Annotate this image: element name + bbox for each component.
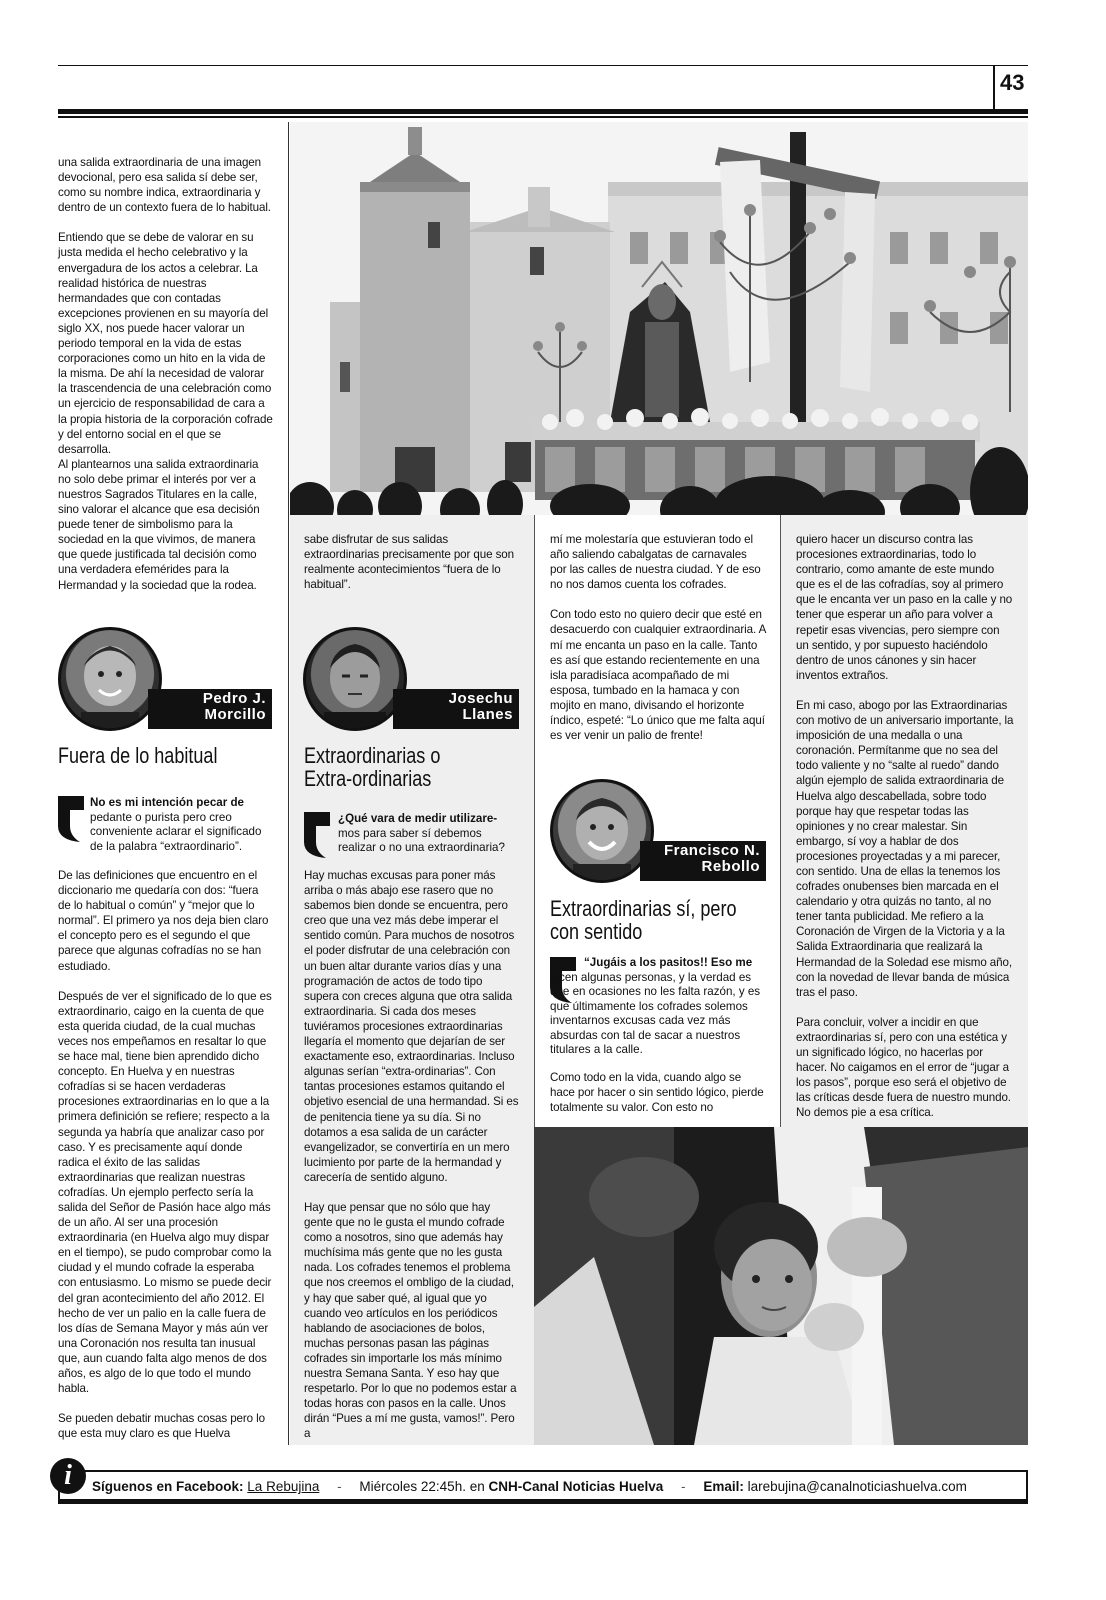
author-last-name: Rebollo — [701, 858, 760, 875]
footer-email-label: Email: — [703, 1479, 744, 1494]
info-icon — [50, 1458, 86, 1494]
footer-separator: - — [337, 1479, 342, 1494]
col4-body — [796, 532, 1014, 1135]
author-first-name: Francisco N. — [663, 842, 760, 859]
col2-top-paragraph: sabe disfrutar de sus salidas extraordinarias precisamente por que son realmente acontecimientos “fuera de lo habitual”. — [304, 533, 514, 592]
author-last-name: Llanes — [462, 706, 513, 723]
header-thick-rule — [58, 109, 1028, 114]
avatar-pedro-morcillo-art — [61, 630, 159, 728]
col3-paragraph: Como todo en la vida, cuando algo se hace por hacer o sin sentido lógico, pierde totalmente su valor. Con esto no — [550, 1071, 764, 1115]
col2-body — [304, 868, 520, 1456]
col4-paragraph: En mi caso, abogo por las Extraordinarias con motivo de un aniversario importante, la imposición de una medalla o una coronación. Permítanme que no sea del todo valiente y no “salte al ruedo” dando algún ejemplo de salida extraordinaria de Huelva algo descabellada, sobre todo porque hay que respetar todas las opiniones y no crear malestar. Sin embargo, sí voy a hablar de dos procesiones proyectadas y a mi parecer, con sentido. Una de ellas la tenemos los cofrades onubenses bien marcada en el calendario y otra quizás no tanto, al no tener tanta publicidad. Me refiero a la Coronación de Virgen de la Victoria y a la Salida Extraordinaria que realizará la Hermandad de la Soledad ese mismo año, con la novedad de llevar banda de música tras el paso. — [796, 698, 1014, 999]
footer-email-link[interactable]: larebujina@canalnoticiashuelva.com — [747, 1479, 967, 1494]
col1-intro-rest: pedante o purista pero creo conveniente aclarar el significado de la palabra “extraordinario”. — [90, 810, 262, 853]
footer-separator: - — [681, 1479, 686, 1494]
col1-intro — [90, 796, 274, 854]
quote-mark-icon — [304, 812, 330, 858]
avatar-josechu-llanes-art — [306, 630, 404, 728]
col-rule-2 — [534, 515, 535, 1127]
col1-top-text — [58, 155, 273, 608]
col1-paragraph: Se pueden debatir muchas cosas pero lo que esta muy claro es que Huelva — [58, 1412, 265, 1441]
procession-photo-art — [290, 122, 1028, 515]
author-tag-francisco-rebollo — [640, 841, 766, 881]
avatar-pedro-morcillo — [58, 627, 162, 731]
author-tag-pedro-morcillo — [148, 689, 272, 729]
headline-line: Extraordinarias o — [304, 743, 441, 768]
page-number: 43 — [1000, 70, 1025, 95]
author-tag-josechu-llanes — [393, 689, 519, 729]
author-last-name: Morcillo — [204, 706, 266, 723]
facebook-link[interactable]: La Rebujina — [247, 1479, 320, 1494]
col4-paragraph: quiero hacer un discurso contra las procesiones extraordinarias, todo lo contrario, como amante de este mundo que es el de las cofradías, soy al primero que le encanta ver un paso en la calle y no tener que esperar un año para volver a repetir esas vivencias, pero siempre con un sentido, y por supuesto haciéndolo dentro de unos cánones y sin hacer inventos extraños. — [796, 533, 1013, 682]
col1-paragraph: De las definiciones que encuentro en el diccionario me quedaría con dos: “fuera de lo habitual o común” y “mejor que lo normal”. El primero ya nos deja bien claro el concepto pero es el segundo el que parece que algunas cofradías no se han estudiado. — [58, 869, 269, 973]
author-first-name: Pedro J. — [202, 690, 266, 707]
col2-intro-bold: ¿Qué vara de medir utilizare- — [338, 812, 498, 825]
col1-paragraph: Después de ver el significado de lo que es extraordinario, caigo en la cuenta de que esta querida ciudad, de la cual muchas veces nos empeñamos en resaltar lo que se hace mal, tiene bien aprendido dicho concepto. En Huelva y en nuestras cofradías si se hacen verdaderas procesiones extraordinarias en lo que a la primera definición se refiere; respecto a la segunda ya habría que analizar caso por caso. Y es precisamente aquí donde radica el éxito de las salidas extraordinarias que realizan nuestras cofradías. Un ejemplo perfecto sería la salida del Señor de Pasión hace algo más de un año. Al ser una procesión extraordinaria (en Huelva algo muy dispar en el tiempo), se pudo comprobar como la ciudad y el mundo cofrade la esperaba con entusiasmo. Lo mismo se puede decir del gran acontecimiento del año 2012. El hecho de ver un palio en la calle fuera de los días de Semana Mayor y más aún ver una Coronación nos resulta tan inusual que, aun cuando falta algo menos de dos años, es algo de lo que todo el mundo habla. — [58, 989, 272, 1396]
info-icon-glyph: i — [64, 1460, 72, 1491]
col3-paragraph: Con todo esto no quiero decir que esté en desacuerdo con cualquier extraordinaria. A mí me encanta un paso en la calle. Tanto es así que estando recientemente en una isla paradisíaca acompañado de mi esposa, tumbado en la hamaca y con mojito en mano, divisando el horizonte índico, espeté: “Lo único que me falta aquí es ver venir un palio de frente! — [550, 608, 766, 743]
headline-line: Extraordinarias sí, pero — [550, 896, 737, 921]
col3-intro — [550, 956, 766, 1058]
col2-paragraph: Hay que pensar que no sólo que hay gente que no le gusta el mundo cofrade como a nosotros, sino que además hay muchísima más gente que no les gusta nada. Los cofrades tenemos el problema que nos creemos el ombligo de la ciudad, y hay que saber qué, al igual que yo cuando veo artículos en los periódicos hablando de asociaciones de bolos, muchas personas pasan las páginas cofrades sin importarle los más mínimo nuestra Semana Santa. Y eso hay que respetarlo. Por lo que no podemos estar a todas horas con pasos en la calle. Unos dirán “Pues a mí me gusta, vamos!”. Pero a — [304, 1200, 517, 1441]
header-thin-rule — [58, 116, 1028, 118]
article-headline-extraordinarias-o — [304, 744, 440, 790]
page-number-divider — [993, 65, 995, 110]
col3-intro-bold: “Jugáis a los pasitos!! Eso me — [584, 956, 753, 969]
avatar-josechu-llanes — [303, 627, 407, 731]
quote-mark-icon — [58, 796, 84, 842]
col1-intro-bold: No es mi intención pecar de — [90, 796, 244, 809]
procession-photo — [290, 122, 1028, 515]
col3-intro-rest: dicen algunas personas, y la verdad es que en ocasiones no les falta razón, y es que últimamente los cofrades solemos inventarnos excusas cada vez más absurdas con tal de sacar a nuestros titulares a la calle. — [550, 970, 761, 1056]
headline-line: con sentido — [550, 919, 643, 944]
col3-top-text — [550, 532, 766, 758]
article-headline-fuera: Fuera de lo habitual — [58, 743, 218, 768]
header-top-rule — [58, 65, 1028, 66]
col4-paragraph: Para concluir, volver a incidir en que extraordinarias sí, pero con una estética y un significado lógico, no hacerlas por hacer. No caigamos en el error de “jugar a los pasos”, porque eso será el objetivo de las críticas desde fuera de nuestro mundo. No demos pie a esa crítica. — [796, 1015, 1011, 1120]
nazarene-child-photo-art — [534, 1127, 1028, 1445]
headline-line: Extra-ordinarias — [304, 766, 432, 791]
article-headline-extraordinarias-si — [550, 897, 736, 943]
nazarene-child-photo — [534, 1127, 1028, 1445]
col3-body — [550, 1070, 766, 1130]
col-rule-3 — [780, 515, 781, 1127]
col2-intro — [338, 812, 520, 856]
col2-top-text — [304, 532, 520, 607]
footer-channel: CNH-Canal Noticias Huelva — [488, 1479, 664, 1494]
col3-paragraph: mí me molestaría que estuvieran todo el año saliendo cabalgatas de carnavales por las calles de nuestra ciudad. Y de eso no nos damos cuenta los cofrades. — [550, 533, 761, 592]
footer-follow-label: Síguenos en Facebook: — [92, 1479, 244, 1494]
col2-paragraph: Hay muchas excusas para poner más arriba o más abajo ese rasero que no sabemos bien donde se encuentra, pero creo que una vez más debe imperar el sentido común. Para muchos de nosotros el poder disfrutar de una celebración con un buen altar durante varios días y una programación de actos de todo tipo supera con creces alguna que otra salida extraordinaria. Si cada dos meses tuviéramos procesiones extraordinarias llegaría el momento que dejarían de ser exactamente eso, extraordinarias. Incluso algunas serían “extra-ordinarias”. Con tantas procesiones estamos quitando el objetivo esencial de una hermandad. Si es de penitencia tiene ya su día. Si no dotamos a esa salida de un carácter evangelizador, se convertiría en un mero lucimiento por parte de la hermandad y carecería de sentido alguno. — [304, 869, 519, 1184]
col-rule-1 — [288, 122, 289, 1445]
footer-content — [92, 1478, 1022, 1496]
author-first-name: Josechu — [448, 690, 513, 707]
col2-intro-rest: mos para saber sí debemos realizar o no una extraordinaria? — [338, 826, 505, 854]
col1-body — [58, 868, 273, 1456]
avatar-francisco-rebollo — [550, 779, 654, 883]
avatar-francisco-rebollo-art — [553, 782, 651, 880]
col1-top-paragraph: una salida extraordinaria de una imagen devocional, pero esa salida sí debe ser, como su nombre indica, extraordinaria y dentro de un contexto fuera de lo habitual. — [58, 156, 271, 215]
col1-top-paragraph: Entiendo que se debe de valorar en su justa medida el hecho celebrativo y la envergadura de los actos a celebrar. La realidad histórica de nuestras hermandades que con contadas excepciones provienen en su mayoría del siglo XX, nos puede hacer valorar un periodo temporal en la vida de estas corporaciones como un hito en la vida de la misma. De ahí la necesidad de valorar la trascendencia de una celebración como un ejercicio de responsabilidad de cara a la propia historia de la corporación cofrade y del entorno social en el que se desarrolla. Al plantearnos una salida extraordinaria no solo debe primar el interés por ver a nuestros Sagrados Titulares en la calle, sino valorar el alcance que esa decisión puede tener de simbolismo para la sociedad en la que vivimos, de manera que quede justificada tal decisión como una verdadera efemérides para la Hermandad y la sociedad que la rodea. — [58, 231, 273, 592]
footer-schedule: Miércoles 22:45h. en — [359, 1479, 485, 1494]
